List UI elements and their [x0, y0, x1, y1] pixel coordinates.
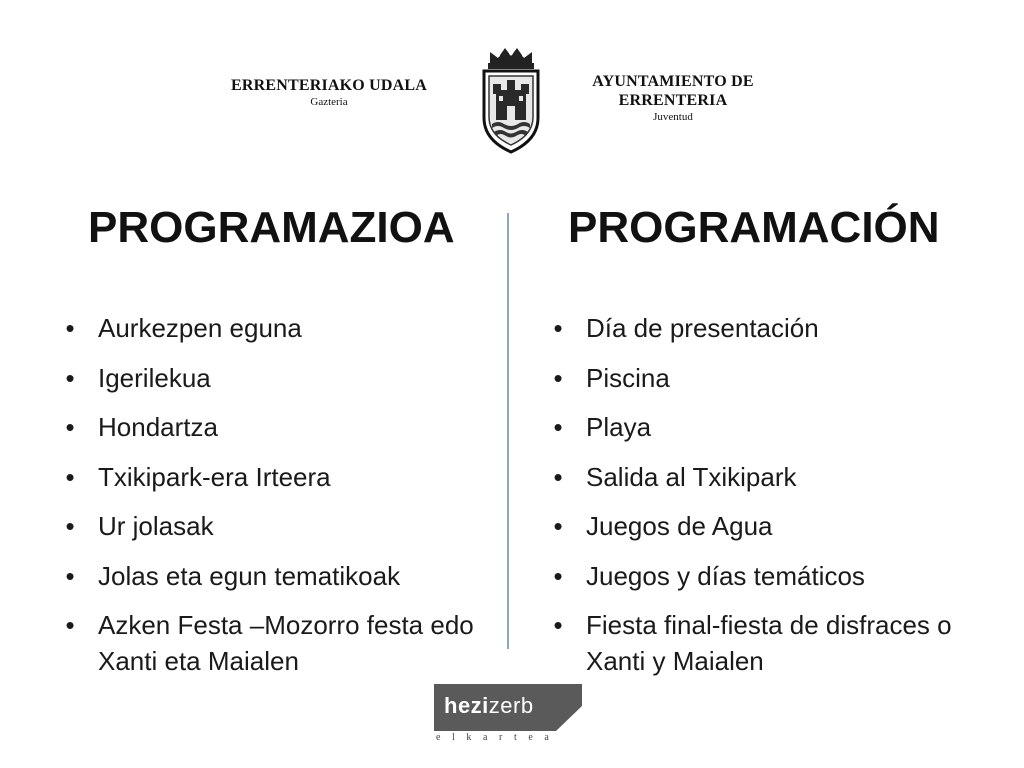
list-item-label: Playa	[586, 412, 652, 442]
list-item	[548, 310, 1008, 346]
logo-wordmark	[444, 693, 534, 719]
bullet-icon: •	[553, 313, 563, 343]
logo-tagline: elkartea	[436, 732, 561, 743]
left-column-title: PROGRAMAZIOA	[88, 203, 455, 252]
bullet-icon: •	[65, 610, 75, 640]
bullet-icon: •	[65, 313, 75, 343]
bullet-icon: •	[553, 412, 563, 442]
bullet-icon: •	[65, 560, 75, 591]
list-item-label: Juegos de Agua	[586, 511, 773, 541]
hezizerb-logo	[434, 684, 582, 744]
list-item-label: Txikipark-era Irteera	[98, 461, 331, 492]
header-spanish-institution	[578, 72, 768, 125]
bullet-icon: •	[65, 362, 75, 393]
list-item-label: Salida al Txikipark	[586, 461, 797, 492]
bullet-icon: •	[553, 560, 563, 591]
list-item-label: Jolas eta egun tematikoak	[98, 560, 401, 591]
list-item	[60, 310, 492, 346]
list-item-label: Aurkezpen eguna	[98, 313, 302, 343]
list-item	[60, 459, 492, 495]
page-fold-icon	[556, 706, 582, 731]
header-basque-institution	[218, 76, 440, 110]
bullet-icon: •	[65, 461, 75, 492]
list-item	[548, 508, 1008, 544]
left-program-list	[60, 310, 492, 693]
right-column-title: PROGRAMACIÓN	[568, 203, 940, 252]
list-item-label: Piscina	[586, 362, 670, 393]
logo-word-bold: hezi	[444, 693, 489, 718]
list-item-label: Día de presentación	[586, 313, 819, 343]
list-item	[60, 409, 492, 445]
list-item	[548, 459, 1008, 495]
bullet-icon: •	[65, 511, 75, 541]
list-item-label: Juegos y días temáticos	[586, 560, 865, 591]
header-right-title-line2: ERRENTERIA	[618, 92, 728, 109]
list-item-label: Fiesta final-fiesta de disfraces o Xanti y Maialen	[586, 610, 952, 676]
list-item	[60, 508, 492, 544]
right-program-list	[548, 310, 1008, 693]
list-item	[60, 360, 492, 396]
column-divider	[507, 213, 509, 649]
bullet-icon: •	[553, 511, 563, 541]
bullet-icon: •	[553, 362, 563, 393]
list-item-label: Ur jolasak	[98, 511, 214, 541]
list-item-label: Igerilekua	[98, 362, 211, 393]
header-right-title-line1: AYUNTAMIENTO DE	[592, 73, 754, 90]
header-right-subtitle: Juventud	[653, 111, 693, 123]
list-item	[548, 360, 1008, 396]
header-left-subtitle: Gazteria	[310, 96, 348, 108]
list-item	[548, 409, 1008, 445]
coat-of-arms-icon	[478, 44, 544, 156]
list-item	[548, 558, 1008, 594]
bullet-icon: •	[553, 610, 563, 640]
bullet-icon: •	[553, 461, 563, 492]
bullet-icon: •	[65, 412, 75, 442]
logo-word-light: zerb	[488, 693, 534, 718]
header-left-title: ERRENTERIAKO UDALA	[230, 77, 428, 94]
list-item	[60, 607, 492, 679]
list-item	[60, 558, 492, 594]
list-item	[548, 607, 1008, 679]
list-item-label: Hondartza	[98, 412, 218, 442]
list-item-label: Azken Festa –Mozorro festa edo Xanti eta Maialen	[98, 610, 474, 676]
